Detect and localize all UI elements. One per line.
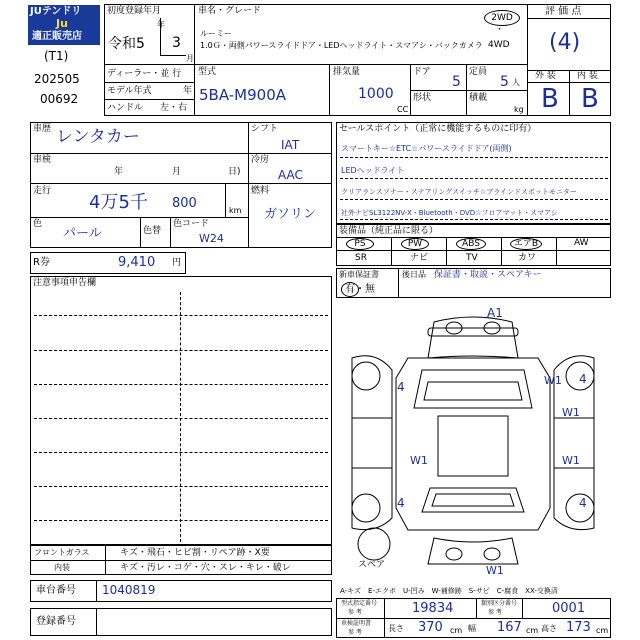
equip-leather: カワ [518,253,537,263]
registration-month-suffix: 月 [186,54,194,63]
sales-point-3: クリアランスソナー・ステアリングスイッチ☆ブラインドスポットモニター [341,188,577,196]
length-sub: 参 考 [348,629,362,636]
cooling-value: AAC [278,168,303,182]
grade-interior: B [581,84,599,114]
damage-mark-right-front-2: 4 [579,372,587,386]
inspection-year: 年 [114,167,124,177]
load-label: 積載 [469,93,488,103]
grade-label: 評 価 点 [545,6,582,17]
registration-label: 初度登録年月 [107,6,162,16]
model-year-label: モデル年式 [107,86,152,96]
car-diagram [336,298,611,582]
recycle-box [30,252,186,274]
notes-box [30,276,332,545]
length-key: 長さ [388,624,404,633]
doors-value: 5 [452,74,461,90]
warranty-value: 有・無 [345,284,375,295]
fuel-value: ガソリン [264,207,317,222]
equip-tv: TV [466,253,478,263]
damage-mark-left-rear: 4 [397,496,405,510]
plate-label: 登録番号 [36,616,76,627]
color-value: パール [63,226,102,241]
height-value: 173 [566,620,591,635]
grade-exterior-label: 外 装 [535,71,556,81]
dealer-row-label: ディーラー・並 行 [107,69,182,79]
drive-2wd: 2WD [484,10,520,26]
shift-label: シフト [251,124,279,134]
equip-sr: SR [355,253,367,263]
model-no-label: 型式指定番号 [341,600,378,607]
equip-pw: PW [401,238,429,250]
length-value: 370 [418,620,443,635]
class-sub: 参 考 [488,609,502,616]
model-no-value: 19834 [412,601,454,616]
sales-point-1: スマートキー☆ETC☆パワースライドドア(両側) [341,144,512,153]
inspection-label: 車検 [33,155,52,165]
equip-airbag: エアB [510,238,542,250]
car-name-line2: 1.0Ｇ・両側パワースライドドア・LEDヘッドライト・スマアシ・バックカメラ [200,41,483,50]
books-label: 後日品 [402,270,426,279]
dealer-logo [28,5,100,45]
front-glass-value: キズ・飛石・ヒビ割・リペア跡・X要 [120,548,270,558]
interior-label: 内装 [54,563,70,572]
doors-label: ドア [413,67,431,77]
model-year-suffix: 年 [183,86,193,96]
lot-number-1: 202505 [34,72,80,86]
equip-aw: AW [574,238,589,248]
drive-dot: ・ [495,25,505,35]
inspection-day: 日) [228,167,241,177]
dealer-code: (T1) [44,49,69,63]
mileage-label: 走行 [33,186,52,196]
handle-label: ハンドル [107,103,144,113]
capacity-value: 5 [500,74,509,90]
shift-value: IAT [281,138,300,152]
car-name-line1: ルーミー [200,29,232,38]
damage-mark-right-door-1: W1 [562,406,580,419]
grade-interior-label: 内 装 [577,71,598,81]
damage-map [336,298,611,582]
front-glass-label: フロントガラス [34,548,90,557]
drive-4wd: 4WD [488,40,510,50]
warranty-label: 新車保証書 [339,270,379,279]
damage-mark-a1: A1 [487,306,503,320]
grade-exterior: B [541,84,559,114]
capacity-unit: 人 [512,78,520,87]
cooling-label: 冷房 [251,155,270,165]
model-value: 5BA-M900A [199,86,287,104]
model-label: 型式 [198,67,217,77]
sales-point-2: LEDヘッドライト [341,166,405,175]
color-code: W24 [199,232,224,245]
damage-mark-rear-bumper: W1 [486,564,504,577]
displacement-label: 排気量 [333,67,361,77]
color-change-label: 色替 [143,226,162,236]
frame-label: 車台番号 [36,585,76,596]
mileage-value: 4万5千 [89,192,148,213]
color-label: 色 [33,219,43,229]
width-unit: cm [526,626,539,635]
equip-abs: ABS [456,238,486,250]
registration-year-suffix: 年 [157,20,165,29]
logo-ju: Ju [56,17,68,30]
color-code-label: 色コード [173,219,210,229]
usage-label: 車歴 [33,124,52,134]
width-value: 167 [497,620,522,635]
spare-label: スペア [358,560,386,570]
capacity-label: 定員 [469,67,488,77]
equipment-label: 装備品（純正品に限る） [339,226,439,236]
sales-point-4: 社外ナビSL3122NV-X・Bluetooth・DVD☆フロアマット・スマアシ [341,209,558,217]
lot-number-2: 00692 [40,92,79,106]
frame-value: 1040819 [102,583,156,597]
length-unit: cm [450,626,463,635]
damage-mark-right-rear: 4 [579,496,587,510]
height-key: 高さ [541,624,557,633]
logo-subtitle: 適正販売店 [32,31,82,42]
damage-mark-left-door: W1 [410,454,428,467]
model-no-sub: 参 考 [348,609,362,616]
fuel-label: 燃料 [251,186,270,196]
recycle-label: R券 [33,257,50,268]
class-label: 類別区分番号 [481,600,518,607]
mileage-extra: 800 [172,196,197,211]
mileage-unit: km [229,206,242,215]
books-value: 保証書・取説・スペアキー [434,270,542,280]
damage-mark-left-front: 4 [397,380,405,394]
car-name-label: 車名・グレード [198,6,262,16]
damage-mark-right-door-2: W1 [562,454,580,467]
class-value: 0001 [552,601,586,616]
handle-value: 左・右 [160,103,188,113]
equip-navi: ナビ [410,253,429,263]
height-unit: cm [596,626,609,635]
length-label: 車検証明書 [341,620,372,627]
shape-label: 形状 [413,93,432,103]
width-key: 幅 [468,624,476,633]
registration-era: 令和5 [108,36,145,52]
recycle-value: 9,410 [118,255,156,270]
inspection-month: 月 [172,167,182,177]
sales-points-label: セールスポイント（正常に機能するものに印有） [339,124,537,134]
notes-label: 注意事項申告欄 [33,278,97,288]
logo-brand: JUテンドリ [30,6,82,17]
displacement-value: 1000 [358,86,394,102]
grade-score: (4) [549,30,581,55]
equip-ps: PS [346,238,374,250]
load-unit: kg [514,105,524,114]
damage-legend: A-キズ E-エクボ U-凹み W-補修跡 S-サビ C-腐食 XX-交換済 [340,587,558,595]
registration-month: 3 [172,35,181,51]
damage-mark-right-front-1: W1 [544,374,562,387]
displacement-unit: CC [397,105,409,114]
interior-value: キズ・汚レ・コゲ・穴・スレ・キレ・破レ [120,563,291,573]
usage-value: レンタカー [56,127,140,147]
recycle-unit: 円 [172,258,182,268]
